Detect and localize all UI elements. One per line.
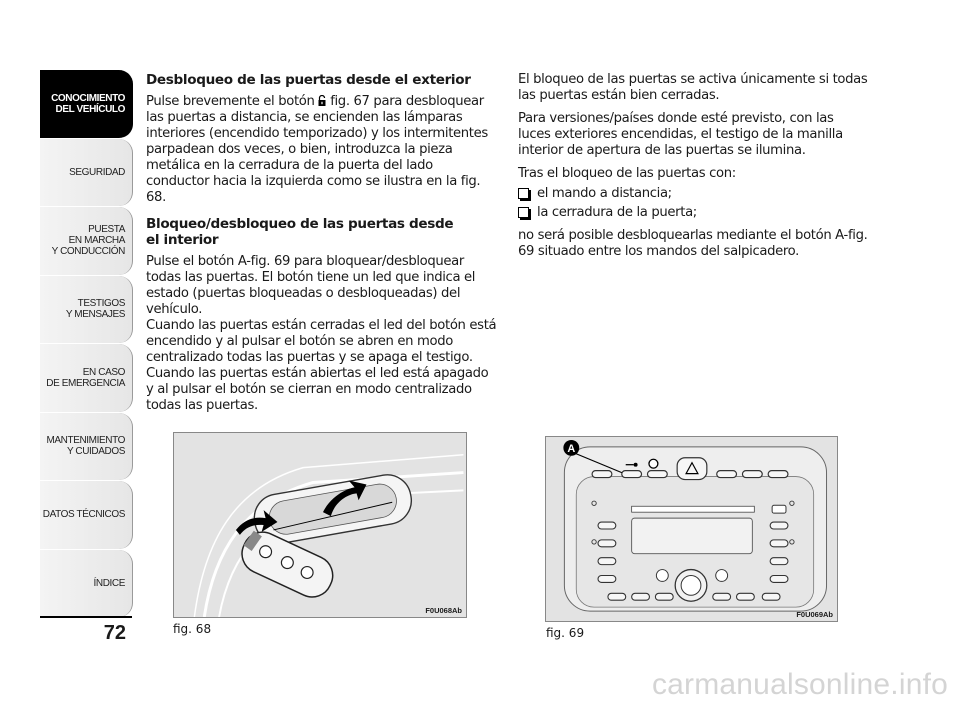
sidebar-divider xyxy=(40,616,132,618)
checkbox-bullet-icon xyxy=(518,207,529,218)
figure-code: F0U069Ab xyxy=(796,610,833,619)
sidebar-item-puesta-en-marcha[interactable]: PUESTA EN MARCHA Y CONDUCCIÓN xyxy=(40,207,133,275)
unlock-icon xyxy=(318,95,326,106)
paragraph-unlock-exterior xyxy=(146,94,498,206)
paragraph-after-lock: Tras el bloqueo de las puertas con: xyxy=(518,166,736,181)
list-item xyxy=(518,186,868,202)
figure-code: F0U068Ab xyxy=(425,606,462,615)
figure-label: fig. 69 xyxy=(546,626,585,640)
figure-69-dashboard xyxy=(545,436,838,622)
sidebar-item-emergencia[interactable]: EN CASO DE EMERGENCIA xyxy=(40,344,133,412)
door-key-illustration xyxy=(174,433,466,617)
list-item-text: la cerradura de la puerta; xyxy=(537,205,697,220)
watermark: carmanualsonline.info xyxy=(651,668,948,701)
paragraph-lock-condition: El bloqueo de las puertas se activa únicamente si todas las puertas están bien cerradas. xyxy=(518,72,868,103)
sidebar-item-conocimiento[interactable]: CONOCIMIENTO DEL VEHÍCULO xyxy=(40,70,133,138)
checkbox-bullet-icon xyxy=(518,188,529,199)
figure-label: fig. 68 xyxy=(173,622,212,636)
dashboard-illustration xyxy=(546,437,837,621)
paragraph-lock-interior: Pulse el botón A-fig. 69 para bloquear/desbloquear todas las puertas. El botón tiene un led que indica el estado (puertas bloqueadas o desbloqueadas) del vehículo. xyxy=(146,254,476,317)
sidebar-item-testigos[interactable]: TESTIGOS Y MENSAJES xyxy=(40,276,133,344)
callout-a-label: A xyxy=(567,442,576,455)
paragraph-led-state: Cuando las puertas están cerradas el led del botón está encendido y al pulsar el botón se abren en modo centralizado todas las puertas y se apaga el testigo. Cuando las puertas están abiertas el led está apagado y al pulsar el botón se cierran en modo centralizado todas las puertas. xyxy=(146,318,497,413)
list-item-text: el mando a distancia; xyxy=(537,186,672,201)
title-line: Bloqueo/desbloqueo de las puertas desde xyxy=(146,216,454,232)
sidebar-item-indice[interactable]: ÍNDICE xyxy=(40,550,133,618)
left-column xyxy=(146,72,498,421)
sidebar-nav xyxy=(40,70,133,618)
sidebar-item-mantenimiento[interactable]: MANTENIMIENTO Y CUIDADOS xyxy=(40,413,133,481)
paragraph-no-unlock: no será posible desbloquearlas mediante el botón A-fig. 69 situado entre los mandos del salpicadero. xyxy=(518,228,868,259)
paragraph-handle-light: Para versiones/países donde esté previsto, con las luces exteriores encendidas, el testigo de la manilla interior de apertura de las puertas se ilumina. xyxy=(518,111,843,158)
paragraph-text: Pulse brevemente el botón xyxy=(146,94,315,109)
right-column xyxy=(518,72,868,267)
sidebar-item-datos-tecnicos[interactable]: DATOS TÉCNICOS xyxy=(40,481,133,549)
list-item xyxy=(518,205,868,221)
title-line: el interior xyxy=(146,232,219,248)
page-number: 72 xyxy=(103,622,126,644)
section-title-lock-interior xyxy=(146,216,498,248)
figure-68-door-lock xyxy=(173,432,467,618)
sidebar-item-seguridad[interactable]: SEGURIDAD xyxy=(40,139,133,207)
paragraph-text: fig. 67 para desbloquear las puertas a distancia, se encienden las lámparas interiores (encendido temporizado) y los intermitentes parpadean dos veces, o bien, introduzca la pieza metálica en la cerradura de la puerta del lado conductor hacia la izquierda como se ilustra en la fig. 68. xyxy=(146,94,488,205)
section-title-unlock-exterior: Desbloqueo de las puertas desde el exterior xyxy=(146,72,471,88)
